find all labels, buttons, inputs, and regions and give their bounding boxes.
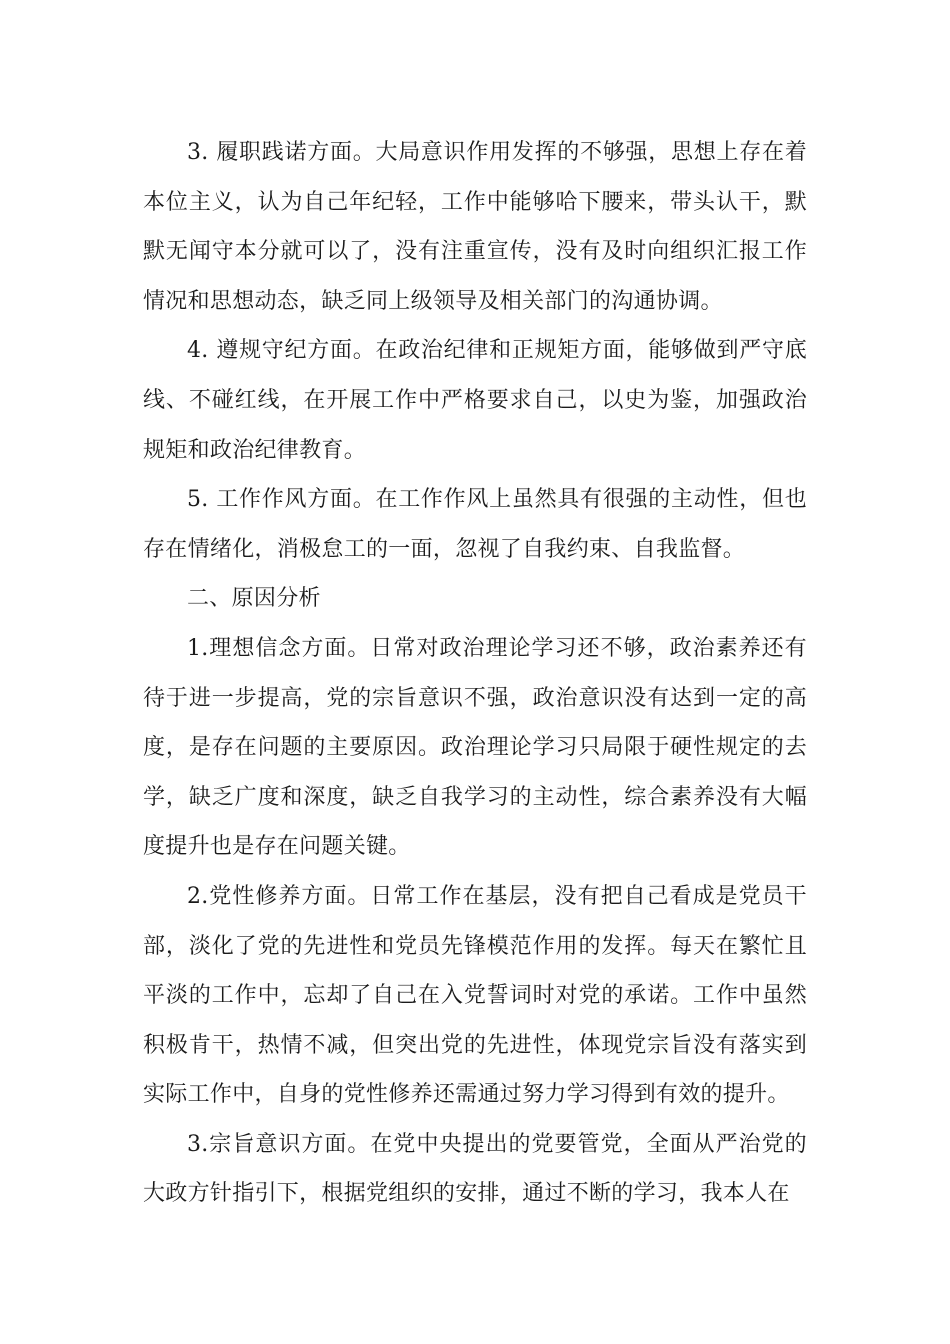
- paragraph-item-3-performance: 3. 履职践诺方面。大局意识作用发挥的不够强，思想上存在着本位主义，认为自己年纪轻，工作中能够哈下腰来，带头认干，默默无闻守本分就可以了，没有注重宣传，没有及时向组织汇报工作情况和思想动态，缺乏同上级领导及相关部门的沟通协调。: [143, 140, 807, 314]
- paragraph-item-4-discipline: 4. 遵规守纪方面。在政治纪律和正规矩方面，能够做到严守底线、不碰红线，在开展工作中严格要求自己，以史为鉴，加强政治规矩和政治纪律教育。: [143, 338, 807, 463]
- section-heading-cause-analysis: 二、原因分析: [187, 586, 321, 612]
- document-body: [143, 128, 807, 1219]
- paragraph-item-5-work-style: 5. 工作作风方面。在工作作风上虽然具有很强的主动性，但也存在情绪化，消极怠工的一面，忽视了自我约束、自我监督。: [143, 487, 807, 562]
- paragraph-cause-1-ideals: 1.理想信念方面。日常对政治理论学习还不够，政治素养还有待于进一步提高，党的宗旨意识不强，政治意识没有达到一定的高度，是存在问题的主要原因。政治理论学习只局限于硬性规定的去学，缺乏广度和深度，缺乏自我学习的主动性，综合素养没有大幅度提升也是存在问题关键。: [143, 635, 807, 860]
- paragraph-cause-3-purpose: 3.宗旨意识方面。在党中央提出的党要管党，全面从严治党的大政方针指引下，根据党组织的安排，通过不断的学习，我本人在: [143, 1131, 807, 1207]
- paragraph-cause-2-party-spirit: 2.党性修养方面。日常工作在基层，没有把自己看成是党员干部，淡化了党的先进性和党员先锋模范作用的发挥。每天在繁忙且平淡的工作中，忘却了自己在入党誓词时对党的承诺。工作中虽然积极肯干，热情不减，但突出党的先进性，体现党宗旨没有落实到实际工作中，自身的党性修养还需通过努力学习得到有效的提升。: [143, 883, 807, 1108]
